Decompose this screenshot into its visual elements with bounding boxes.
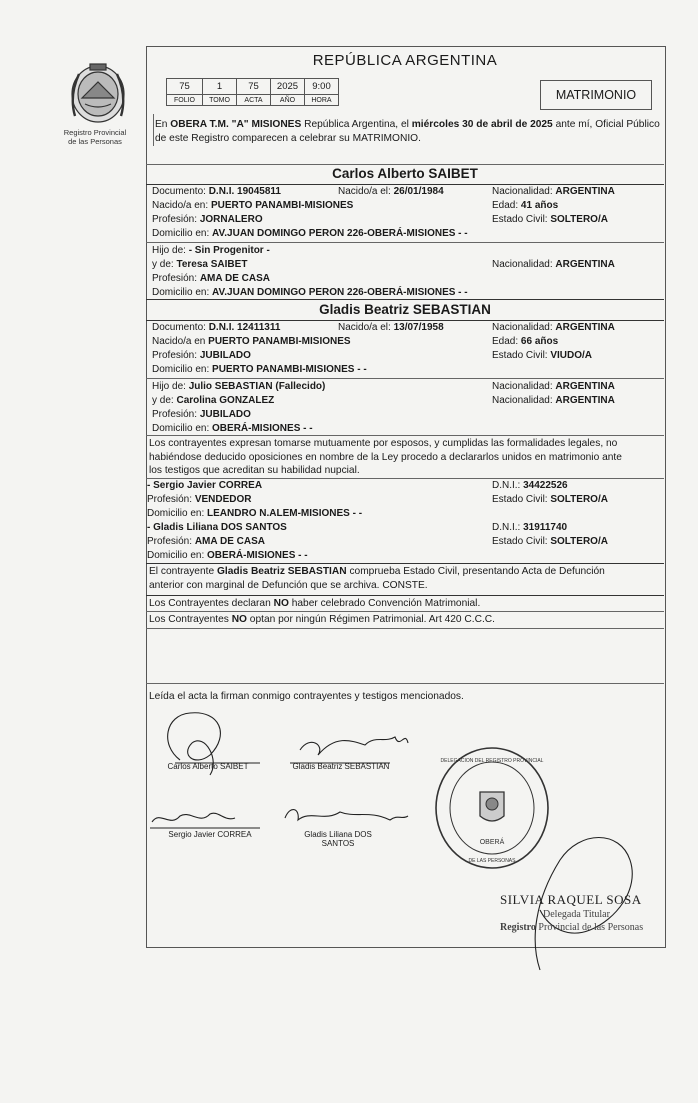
spouse2-mother: y de: Carolina GONZALEZ <box>152 395 275 406</box>
spouse2-father-nat: Nacionalidad: ARGENTINA <box>492 381 615 392</box>
spouse2-name: Gladis Beatriz SEBASTIAN <box>319 302 491 317</box>
acta-value: 75 <box>237 79 271 95</box>
hour-label: HORA <box>305 95 339 106</box>
spouse1-nat: Nacionalidad: ARGENTINA <box>492 186 615 197</box>
divider <box>146 435 664 436</box>
witness2-addr: Domicilio en: OBERÁ-MISIONES - - <box>147 550 308 561</box>
page-title: REPÚBLICA ARGENTINA <box>312 52 498 69</box>
logo-caption-line2: de las Personas <box>68 137 122 146</box>
spouse1-father: Hijo de: - Sin Progenitor - <box>152 245 270 256</box>
regimen-statement: Los Contrayentes NO optan por ningún Régimen Patrimonial. Art 420 C.C.C. <box>149 614 495 625</box>
spouse2-place: Nacido/a en PUERTO PANAMBI-MISIONES <box>152 336 351 347</box>
spouse2-father: Hijo de: Julio SEBASTIAN (Fallecido) <box>152 381 326 392</box>
witness1-prof: Profesión: VENDEDOR <box>147 494 252 505</box>
seal-bottom-text: DE LAS PERSONAS <box>468 858 516 864</box>
acta-type-box: MATRIMONIO <box>540 80 652 110</box>
year-value: 2025 <box>271 79 305 95</box>
signature-spouse2: Gladis Beatriz SEBASTIAN <box>292 762 390 771</box>
civil-status-note: El contrayente Gladis Beatriz SEBASTIAN comprueba Estado Civil, presentando Acta de Defunción anterior con marginal de Defunción que se archiva. CONSTE. <box>149 566 605 591</box>
seal-city: OBERÁ <box>479 839 505 846</box>
witness2-name: - Gladis Liliana DOS SANTOS <box>147 522 287 533</box>
logo-caption <box>50 128 140 146</box>
divider <box>146 595 664 596</box>
witness2-dni: D.N.I.: 31911740 <box>492 522 568 533</box>
official-name: SILVIA RAQUEL SOSA <box>500 892 642 907</box>
divider <box>146 378 664 379</box>
spouse-signatures-drawing <box>150 705 430 785</box>
spouse1-born: Nacido/a el: 26/01/1984 <box>338 186 444 197</box>
intro-paragraph: En OBERA T.M. "A" MISIONES República Argentina, el miércoles 30 de abril de 2025 ante mí, Oficial Público de este Registro comparecen a celebrar su MATRIMONIO. <box>155 119 660 144</box>
signature-witness2: Gladis Liliana DOS SANTOS <box>304 830 372 848</box>
spouse1-place: Nacido/a en: PUERTO PANAMBI-MISIONES <box>152 200 354 211</box>
divider <box>146 628 664 629</box>
acta-label: ACTA <box>237 95 271 106</box>
spouse2-age: Edad: 66 años <box>492 336 559 347</box>
logo-caption-line1: Registro Provincial <box>63 128 127 137</box>
divider <box>146 242 664 243</box>
witness1-addr: Domicilio en: LEANDRO N.ALEM-MISIONES - - <box>147 508 363 519</box>
tomo-label: TOMO <box>203 95 237 106</box>
spouse1-name: Carlos Alberto SAIBET <box>332 166 478 181</box>
spouse2-prof: Profesión: JUBILADO <box>152 350 251 361</box>
divider <box>146 184 664 185</box>
spouse2-mother-nat: Nacionalidad: ARGENTINA <box>492 395 615 406</box>
spouse2-nat: Nacionalidad: ARGENTINA <box>492 322 615 333</box>
spouse2-parent-addr: Domicilio en: OBERÁ-MISIONES - - <box>152 423 313 434</box>
spouse1-prof: Profesión: JORNALERO <box>152 214 263 225</box>
witness1-dni: D.N.I.: 34422526 <box>492 480 568 491</box>
official-organization: Registro Provincial de las Personas <box>500 922 644 933</box>
divider <box>146 683 664 684</box>
divider <box>146 611 664 612</box>
hour-value: 9:00 <box>305 79 339 95</box>
spouse1-age: Edad: 41 años <box>492 200 559 211</box>
seal-top-text: DELEGACION DEL REGISTRO PROVINCIAL <box>440 758 544 764</box>
intro-margin-line <box>153 114 154 146</box>
divider <box>146 563 664 564</box>
witness1-civil: Estado Civil: SOLTERO/A <box>492 494 608 505</box>
divider <box>146 320 664 321</box>
tomo-value: 1 <box>203 79 237 95</box>
spouse1-mother: y de: Teresa SAIBET <box>152 259 248 270</box>
spouse1-addr: Domicilio en: AV.JUAN DOMINGO PERON 226-OBERÁ-MISIONES - - <box>152 228 468 239</box>
witness1-name: - Sergio Javier CORREA <box>147 480 263 491</box>
spouse2-civil: Estado Civil: VIUDO/A <box>492 350 593 361</box>
witness2-prof: Profesión: AMA DE CASA <box>147 536 265 547</box>
spouse1-mother-nat: Nacionalidad: ARGENTINA <box>492 259 615 270</box>
official-role: Delegada Titular <box>543 909 610 920</box>
spouse2-born: Nacido/a el: 13/07/1958 <box>338 322 444 333</box>
signature-witness1: Sergio Javier CORREA <box>168 830 252 839</box>
declaration-paragraph: Los contrayentes expresan tomarse mutuamente por esposos, y cumplidas las formalidades legales, no habiéndose deducido oposiciones en nombre de la Ley procedo a declararlos unidos en matrimonio ante los testigos que acreditan su habilidad nupcial. <box>149 438 622 476</box>
convention-statement: Los Contrayentes declaran NO haber celebrado Convención Matrimonial. <box>149 598 481 609</box>
year-label: AÑO <box>271 95 305 106</box>
spouse1-mother-prof: Profesión: AMA DE CASA <box>152 273 270 284</box>
folio-label: FOLIO <box>167 95 203 106</box>
spouse2-addr: Domicilio en: PUERTO PANAMBI-MISIONES - - <box>152 364 367 375</box>
signature-spouse1: Carlos Alberto SAIBET <box>167 762 249 771</box>
folio-value: 75 <box>167 79 203 95</box>
divider <box>146 164 664 165</box>
divider <box>146 299 664 300</box>
spouse1-mother-addr: Domicilio en: AV.JUAN DOMINGO PERON 226-OBERÁ-MISIONES - - <box>152 287 468 298</box>
spouse2-doc: Documento: D.N.I. 12411311 <box>152 322 281 333</box>
witness2-civil: Estado Civil: SOLTERO/A <box>492 536 608 547</box>
divider <box>146 478 664 479</box>
closing-statement: Leída el acta la firman conmigo contrayentes y testigos mencionados. <box>149 691 464 702</box>
spouse2-parent-prof: Profesión: JUBILADO <box>152 409 251 420</box>
acta-fields-table <box>166 78 339 106</box>
spouse1-civil: Estado Civil: SOLTERO/A <box>492 214 608 225</box>
spouse1-doc: Documento: D.N.I. 19045811 <box>152 186 281 197</box>
